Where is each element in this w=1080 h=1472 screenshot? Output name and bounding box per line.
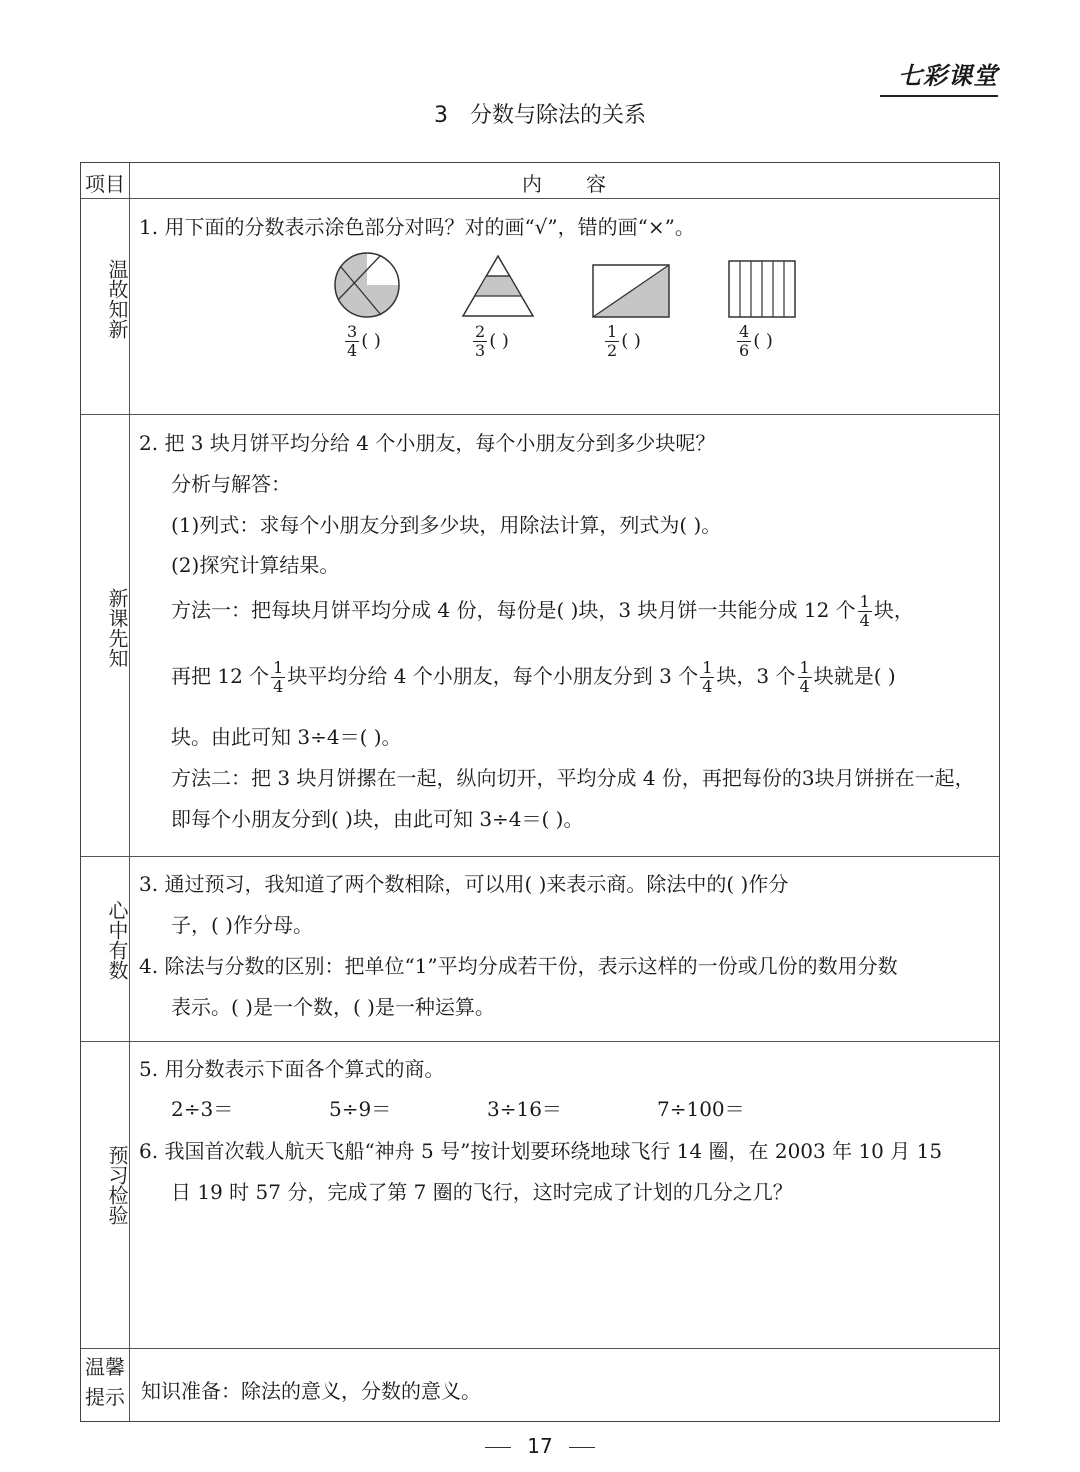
- row-label-xinzhong: 心中有数: [105, 900, 129, 980]
- header-content: 内容: [522, 172, 650, 196]
- q2-step2: (2)探究计算结果。: [171, 553, 340, 577]
- fraction: $\frac{4}{6}$: [739, 322, 750, 360]
- q5-item: 2÷3＝: [171, 1097, 234, 1121]
- dash-left: [485, 1447, 511, 1448]
- header-item: 项目: [85, 172, 125, 196]
- q5-item: 3÷16＝: [487, 1097, 562, 1121]
- q5-item: 5÷9＝: [329, 1097, 392, 1121]
- brand-logo: [876, 56, 998, 97]
- fraction-quarter: $\frac{1}{4}$: [273, 658, 284, 696]
- q6-line1: 6. 我国首次载人航天飞船“神舟 5 号”按计划要环绕地球飞行 14 圈，在 2003 年 10 月 15: [139, 1139, 943, 1163]
- q1-text: 1. 用下面的分数表示涂色部分对吗？对的画“√”，错的画“×”。: [139, 215, 695, 239]
- brand-text: 七彩课堂: [898, 62, 998, 90]
- q2-method1-line3: 块。由此可知 3÷4＝( )。: [171, 725, 402, 749]
- divider: [81, 856, 999, 857]
- q2-step1: (1)列式：求每个小朋友分到多少块，用除法计算，列式为( )。: [171, 513, 722, 537]
- q2-method2-line2: 即每个小朋友分到( )块，由此可知 3÷4＝( )。: [171, 807, 584, 831]
- circle-figure: [333, 251, 401, 319]
- q2-analysis: 分析与解答：: [171, 472, 291, 496]
- q4-line2: 表示。( )是一个数，( )是一种运算。: [171, 995, 495, 1019]
- q5-item: 7÷100＝: [657, 1097, 745, 1121]
- fraction-quarter: $\frac{1}{4}$: [799, 658, 810, 696]
- fraction-quarter: $\frac{1}{4}$: [702, 658, 713, 696]
- lesson-title: 分数与除法的关系: [469, 103, 646, 128]
- caption-circle: $\frac{3}{4}$ ( ): [347, 322, 381, 360]
- fraction: $\frac{2}{3}$: [475, 322, 486, 360]
- page-title: [0, 98, 1080, 129]
- fraction-quarter: $\frac{1}{4}$: [859, 592, 870, 630]
- q3-line2: 子，( )作分母。: [171, 913, 313, 937]
- divider: [81, 1348, 999, 1349]
- fraction: $\frac{1}{2}$: [607, 322, 618, 360]
- row-label-xinke: 新课先知: [105, 588, 129, 668]
- rectangle-figure: [591, 263, 671, 319]
- striped-rectangle-figure: [727, 259, 797, 319]
- tip-text: 知识准备：除法的意义，分数的意义。: [141, 1379, 481, 1403]
- q2-method1-line1: 方法一：把每块月饼平均分成 4 份，每份是( )块，3 块月饼一共能分成 12 个 $\frac{1}{4}$ 块，: [171, 592, 914, 630]
- page-number-value: 17: [527, 1434, 553, 1458]
- caption-rectangle: $\frac{1}{2}$ ( ): [607, 322, 641, 360]
- column-divider: [129, 163, 130, 1421]
- brand-underline: [880, 95, 998, 97]
- lesson-number: 3: [433, 103, 448, 128]
- divider: [81, 198, 999, 199]
- q4-line1: 4. 除法与分数的区别：把单位“1”平均分成若干份，表示这样的一份或几份的数用分数: [139, 954, 898, 978]
- q6-line2: 日 19 时 57 分，完成了第 7 圈的飞行，这时完成了计划的几分之几？: [171, 1180, 793, 1204]
- q2-stem: 2. 把 3 块月饼平均分给 4 个小朋友，每个小朋友分到多少块呢？: [139, 431, 716, 455]
- row-label-wengu: 温故知新: [105, 259, 129, 339]
- q5-text: 5. 用分数表示下面各个算式的商。: [139, 1057, 445, 1081]
- q2-method1-line2: 再把 12 个 $\frac{1}{4}$ 块平均分给 4 个小朋友，每个小朋友分到 3 个 $\frac{1}{4}$ 块，3 个 $\frac{1}{4}$ 块就是( ): [171, 658, 896, 696]
- divider: [81, 414, 999, 415]
- row-label-yuxi: 预习检验: [105, 1145, 129, 1225]
- caption-triangle: $\frac{2}{3}$ ( ): [475, 322, 509, 360]
- dash-right: [569, 1447, 595, 1448]
- fraction: $\frac{3}{4}$: [347, 322, 358, 360]
- q2-method2-line1: 方法二：把 3 块月饼摞在一起，纵向切开，平均分成 4 份，再把每份的3块月饼拼在一起，: [171, 766, 975, 790]
- worksheet-table: [80, 162, 1000, 1422]
- q3-line1: 3. 通过预习，我知道了两个数相除，可以用( )来表示商。除法中的( )作分: [139, 872, 789, 896]
- row-label-wenxin: 温馨提示: [85, 1355, 125, 1409]
- triangle-figure: [461, 253, 535, 319]
- caption-striped-rectangle: $\frac{4}{6}$ ( ): [739, 322, 773, 360]
- divider: [81, 1041, 999, 1042]
- page-number: [0, 1434, 1080, 1458]
